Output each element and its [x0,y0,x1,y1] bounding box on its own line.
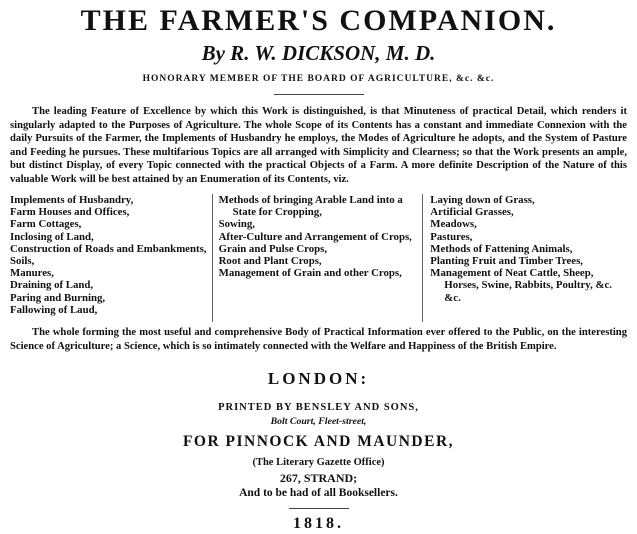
contents-item: After-Culture and Arrangement of Crops, [218,230,412,243]
contents-item: Manures, [10,267,54,280]
author-line: By R. W. DICKSON, M. D. [201,41,436,65]
contents-column-2 [212,194,424,322]
contents-column-1 [10,194,212,322]
contents-item: Paring and Burning, [10,291,106,304]
gazette-line: (The Literary Gazette Office) [252,457,385,468]
contents-item: Soils, [10,255,35,268]
contents-item: Meadows, [430,218,477,231]
contents-item: Sowing, [218,218,255,231]
publisher-line: FOR PINNOCK AND MAUNDER, [182,433,455,450]
publication-year: 1818. [293,515,344,532]
booksellers-line: And to be had of all Booksellers. [239,487,398,499]
contents-column-3 [423,194,627,322]
contents-item: Laying down of Grass, [430,194,535,206]
imprint-city: LONDON: [267,369,370,388]
closing-paragraph: The whole forming the most useful and comprehensive Body of Practical Information ever offered to the Public, on the interesting Science of Agriculture; a Science, which is so intimately connected with the Welfare and Happiness of the British Empire. [10,327,627,352]
divider-rule [274,94,364,95]
contents-item: Root and Plant Crops, [218,255,322,268]
contents-item: Implements of Husbandry, [10,194,134,206]
contents-item: Pastures, [430,230,473,243]
contents-item: Methods of bringing Arable Land into a State for Cropping, [218,194,403,219]
publisher-address: 267, STRAND; [279,471,358,485]
printer-line: PRINTED BY BENSLEY AND SONS, [218,402,419,413]
contents-item: Draining of Land, [10,279,94,292]
honorary-line: HONORARY MEMBER OF THE BOARD OF AGRICULTURE, &c. &c. [142,74,495,84]
contents-item: Methods of Fattening Animals, [430,242,573,255]
contents-item: Fallowing of Laud, [10,303,98,316]
divider-rule-bottom [289,508,349,509]
contents-item: Grain and Pulse Crops, [218,242,328,255]
intro-paragraph: The leading Feature of Excellence by which this Work is distinguished, is that Minuteness of practical Detail, which renders it singularly adapted to the Purposes of Agriculture. The whole Scope of its Contents has a constant and immediate Connexion with the daily Pursuits of the Farmer, the Implements of Husbandry he employs, the Modes of Agriculture he adopts, and the System of Pasture and Feeding he pursues. These multifarious Topics are all arranged with Simplicity and Clearness; so that the Work presents an ample, but distinct Display, of every Topic connected with the practical Objects of a Farm. A more definite Description of the Nature of this valuable Work will be best attained by an Enumeration of its Contents, viz. [10,106,627,185]
contents-item: Management of Grain and other Crops, [218,267,402,280]
contents-columns [10,194,627,322]
contents-item: Construction of Roads and Embankments, [10,242,207,255]
contents-item: Planting Fruit and Timber Trees, [430,255,583,268]
contents-item: Inclosing of Land, [10,230,94,243]
contents-item: Farm Houses and Offices, [10,206,130,219]
book-title: THE FARMER'S COMPANION. [80,4,557,37]
contents-item: Management of Neat Cattle, Sheep, Horses, Swine, Rabbits, Poultry, &c. &c. [430,267,612,304]
printer-address: Bolt Court, Fleet-street, [270,416,367,427]
contents-item: Farm Cottages, [10,218,82,231]
contents-item: Artificial Grasses, [430,206,514,219]
